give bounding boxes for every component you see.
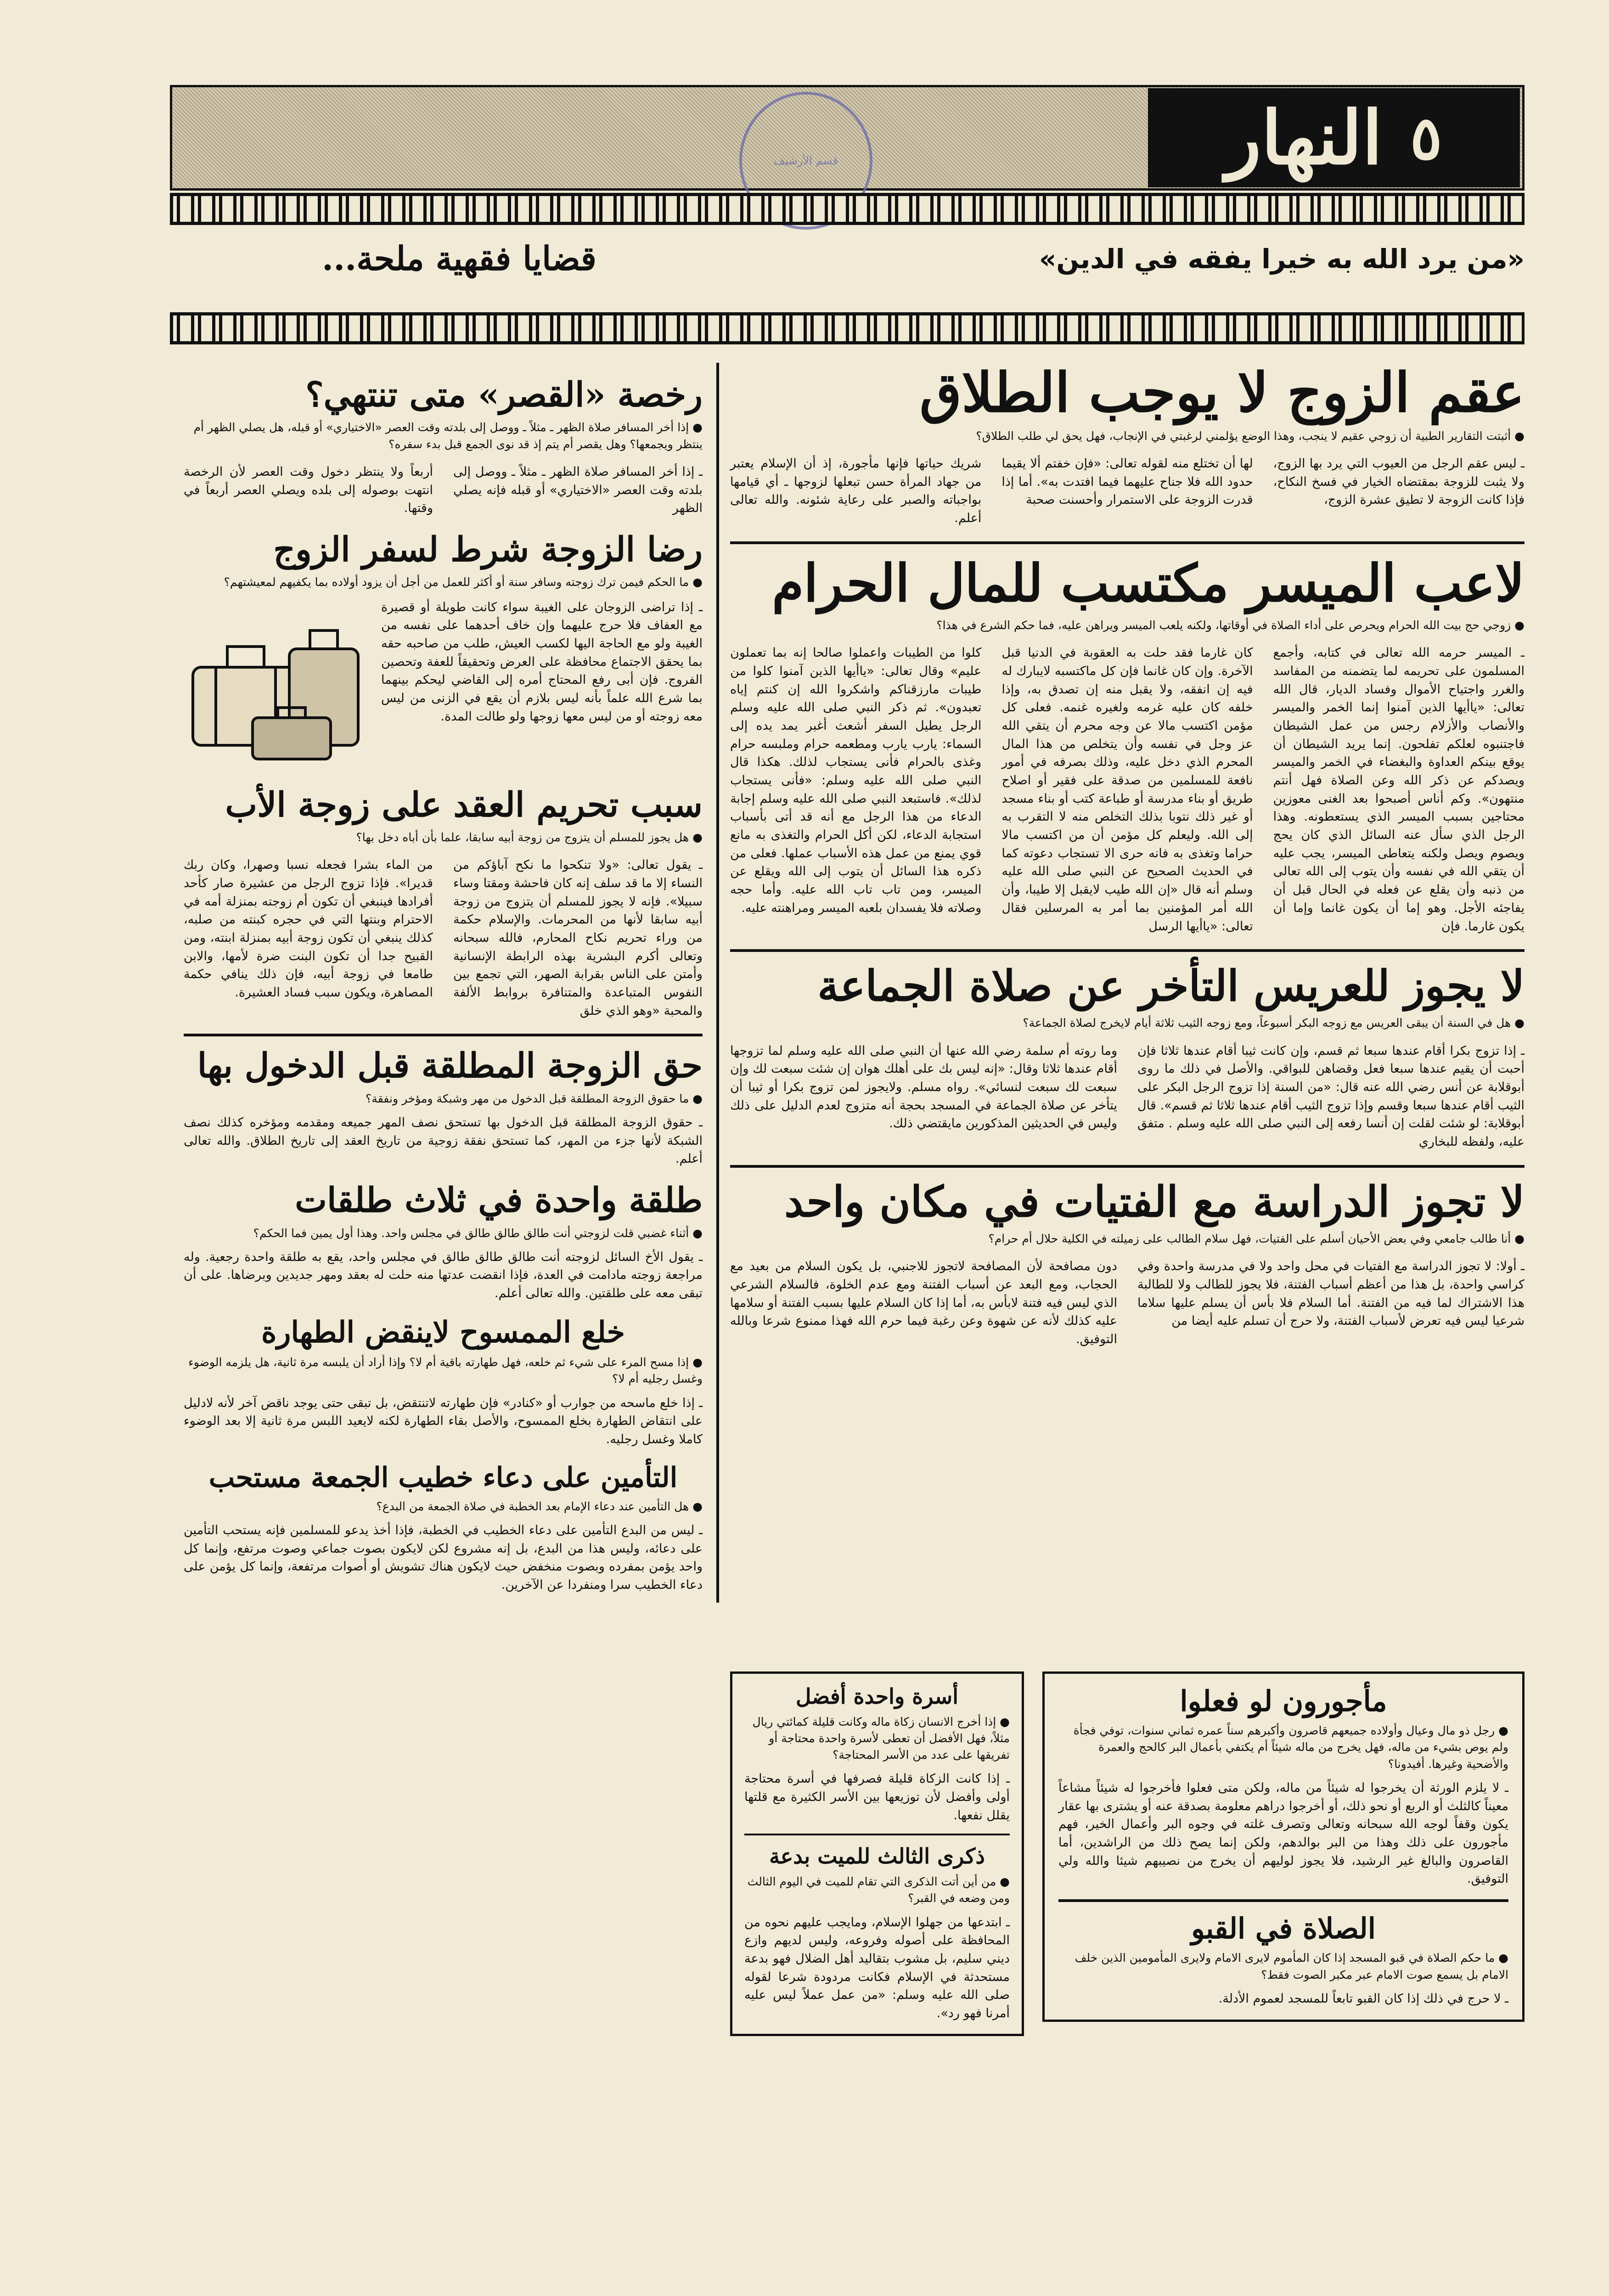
article-khuff — [184, 1317, 703, 1449]
body-column: ـ يقول تعالى: «ولا تنكحوا ما نكح آباؤكم من النساء إلا ما قد سلف إنه كان فاحشة ومقتا وساء سبيلا». فإنه لا يجوز للمسلم أن يتزوج من زوجة أبيه سابقا لأنها من المحرمات. والإسلام حكمة من وراء تحريم نكاح المحارم، فالله سبحانه وتعالى أكرم البشرية بهذه الرابطة الإنسانية وأمتن على الناس بقرابة الصهر، التي تجمع بين النفوس المتباعدة والمتنافرة بروابط الألفة والمحبة «وهو الذي خلق — [453, 858, 703, 1018]
article-body: ـ لا يلزم الورثة أن يخرجوا له شيئاً من ماله، ولكن متى فعلوا فأخرجوا له شيئاً مشاعاً معيناً كالثلث أو الربع أو نحو ذلك، أو أخرجوا دراهم معلومة بصدقة عنه أو يشترى بها عقار يكون وقفاً لوجه الله سبحانه وتعالى وتصرف غلته في وجوه البر وأعمال الخير، فهم مأجورون على ذلك وهذا من البر بوالدهم، ولكن إنما يصح ذلك من الراشدين، أما القاصرون والبالغ غير الرشيد، فلا يجوز لوليهم أن يخرج من نصيبهم شيئا والله ولي التوفيق. — [1058, 1780, 1508, 1886]
section-title: قضايا فقهية ملحة... — [322, 239, 596, 278]
question: ● هل في السنة أن يبقى العريس مع زوجه البكر أسبوعاً، ومع زوجه الثيب ثلاثة أيام لايخرج لصلاة الجماعة؟ — [1023, 1016, 1525, 1030]
masthead-logo — [1148, 88, 1520, 187]
headline: خلع الممسوح لاينقض الطهارة — [261, 1315, 625, 1350]
question: ● إذا أخرج الانسان زكاة ماله وكانت قليلة كمائتي ريال مثلاً، فهل الأفضل أن تعطى لأسرة واحدة محتاجة أو تفريقها على عدد من الأسر المحتاجة؟ — [752, 1715, 1010, 1762]
body-column: من الماء بشرا فجعله نسبا وصهرا، وكان ربك قديرا». فإذا تزوج الرجل من عشيرة صار كأحد أفرادها فينبغي أن تكون أم زوجته بمنزلة أمه في الاحترام وبنتها التي في حجره كبنته من صلبه، كذلك ينبغي أن تكون زوجة أبيه بمنزلة ابنته، ومن القبيح جدا أن تكون البنت ضرة لأمها، والابن طامعا في زوجة أبيه، فإن ذلك ينافي حكمة المصاهرة، ويكون سبب فساد العشيرة. — [184, 858, 433, 1000]
headline: لاعب الميسر مكتسب للمال الحرام — [772, 553, 1525, 613]
body-column: ـ إذا أخر المسافر صلاة الظهر ـ مثلاً ـ ووصل إلى بلدته وقت العصر «الاختياري» أو قبله فإنه يصلي الظهر — [453, 464, 703, 516]
divider — [730, 1165, 1525, 1168]
article-groom — [730, 963, 1525, 1151]
meander-border-top — [170, 193, 1525, 225]
box-small-fatwas — [730, 1671, 1024, 2036]
article-body: ـ حقوق الزوجة المطلقة قبل الدخول بها تستحق نصف المهر جميعه ومقدمه ومؤخره كذلك نصف الشبكة لأنها جزء من المهر، كما تستحق نفقة زوجية من تاريخ العقد إلى تاريخ الطلاق. والله تعالى أعلم. — [184, 1115, 703, 1166]
article-body — [730, 1042, 1525, 1151]
article-body: ـ إذا كانت الزكاة قليلة فصرفها في أسرة محتاجة أولى وأفضل لأن توزيعها بين الأسر الكثيرة مع قلتها يقلل نفعها. — [744, 1772, 1010, 1823]
body-column: شريك حياتها فإنها مأجورة، إذ أن الإسلام يعتبر من جهاد المرأة حسن تبعلها لزوجها ـ أي قيامها بواجباته والصبر على رعاية شئونه. والله تعالى أعلم. — [730, 456, 982, 526]
article-threetalaq — [184, 1182, 703, 1303]
question: ● من أين أتت الذكرى التي تقام للميت في اليوم الثالث ومن وضعه في القبر؟ — [747, 1875, 1010, 1905]
article-divorcee — [184, 1047, 703, 1168]
article-body: ـ إذا تراضى الزوجان على الغيبة سواء كانت طويلة أو قصيرة مع العفاف فلا حرج عليهما وإن خاف أحدهما على نفسه من الغيبة ولو مع الحاجة اليها لكسب العيش، طلب من صاحبه حقه بما يحقق الاجتماع محافظة على العرض وتحقيقاً للعفة وتحصين الفروج. فإن أبى رفع المحتاج أمره إلى القاضي ليحكم بينهما بما شرع الله علماً بأنه ليس بلازم أن يقع في الزنى من ليس معه زوجته أو من ليس معها زوجها ولو طالت المدة. — [381, 600, 703, 724]
headline: التأمين على دعاء خطيب الجمعة مستحب — [208, 1461, 678, 1494]
body-column: ـ أولا: لا تجوز الدراسة مع الفتيات في محل واحد ولا في مدرسة واحدة وفي كراسي واحدة، بل هذا من أعظم أسباب الفتنة، فلا يجوز للطالب ولا للطالبة هذا الاشتراك لما فيه من الفتنة. أما السلام فلا بأس أن يسلم عليها سلاما شرعيا ليس فيه تعرض لأسباب الفتنة، ولا حرج أن تسلم عليه أيضا من — [1137, 1259, 1525, 1328]
body-column: أربعاً ولا ينتظر دخول وقت العصر لأن الرخصة انتهت بوصوله إلى بلده ويصلي العصر أربعاً في وقتها. — [184, 464, 433, 516]
body-column: ـ الميسر حرمه الله تعالى في كتابه، وأجمع المسلمون على تحريمه لما يتضمنه من المفاسد والغرر واجتياح الأموال وفساد الديار، قال الله تعالى: «ياأيها الذين آمنوا إنما الخمر والميسر والأنصاب والأزلام رجس من عمل الشيطان فاجتنبوه لعلكم تفلحون. إنما يريد الشيطان أن يوقع بينكم العداوة والبغضاء في الخمر والميسر ويصدكم عن ذكر الله وعن الصلاة فهل أنتم منتهون». وكم أناس أصبحوا بعد الغنى معوزين محتاجين بسبب الميسر الذي يستعطونه. وهذا الرجل الذي سأل عنه السائل الذي كان يحج ويصوم ويصل ولكنه يتعاطى الميسر، يجب عليه أن يتقي الله في نفسه وأن يتوب إلى الله تعالى من ذنبه وأن يقلع عن فعله في الحال قبل أن يفاجئه الأجل. وهو إما أن يكون غانما وإما أن يكون غارما. فإن — [1273, 646, 1525, 934]
question: ● رجل ذو مال وعيال وأولاده جميعهم قاصرون وأكبرهم سناً عمره ثماني سنوات، توفي فجأة ولم يوص بشيء من ماله، فهل يخرج من ماله شيئاً أم يكتفي بأعمال البر كالحج والعمرة والأضحية وغيرها. أفيدونا؟ — [1073, 1724, 1508, 1771]
question: ● أنا طالب جامعي وفي بعض الأحيان أسلم على الفتيات، فهل سلام الطالب على زميلته في الكلية حلال أم حرام؟ — [988, 1232, 1525, 1245]
headline: الصلاة في القبو — [1191, 1912, 1376, 1946]
paper-name: النهار — [1226, 95, 1383, 181]
question: ● إذا أخر المسافر صلاة الظهر ـ مثلاً ـ ووصل إلى بلدته وقت العصر «الاختياري» أو قبله، هل يصلي الظهر أم ينتظر ويجمعها؟ وهل يقصر أم يتم إذ قد نوى الجمع قبل بدء سفره؟ — [193, 421, 703, 451]
headline: حق الزوجة المطلقة قبل الدخول بها — [197, 1046, 703, 1086]
article-body — [730, 455, 1525, 528]
article-taamin — [184, 1463, 703, 1594]
divider — [744, 1834, 1010, 1835]
article-fatherwife — [184, 787, 703, 1020]
article-travel — [184, 531, 703, 773]
body-column: وما روته أم سلمة رضي الله عنها أن النبي صلى الله عليه وسلم لما تزوجها أقام عندها ثلاثا وقال: «إنه ليس بك على أهلك هوان إن شئت سبعت لك وإن سبعت لك سبعت لنسائي». رواه مسلم. ولايجوز لمن تزوج بكرا أو ثيبا أن يتأخر عن صلاة الجماعة في المسجد بحجة أنه متزوج لعدم الدليل على ذلك وليس في الحديثين المذكورين مايقتضي ذلك. — [730, 1043, 1117, 1131]
box-neighbors — [1042, 1671, 1525, 2022]
article-body: ـ يقول الأخ السائل لزوجته أنت طالق طالق طالق في مجلس واحد، يقع به طلقة واحدة رجعية. وله مراجعة زوجته مادامت في العدة، فإذا انقضت عدتها منه حلت له بعقد ومهر جديدين وبرضاها. على أن تبقى معه على طلقتين. والله تعالى أعلم. — [184, 1249, 703, 1301]
divider — [1058, 1899, 1508, 1902]
article-gambler — [730, 555, 1525, 935]
divider — [730, 949, 1525, 952]
divider — [184, 1034, 703, 1036]
hadith-line: «من يرد الله به خيرا يفقه في الدين» — [1039, 243, 1525, 275]
headline: طلقة واحدة في ثلاث طلقات — [295, 1181, 703, 1221]
headline: عقم الزوج لا يوجب الطلاق — [919, 360, 1525, 424]
headline: لا تجوز الدراسة مع الفتيات في مكان واحد — [784, 1176, 1525, 1227]
article-body: ـ ابتدعها من جهلوا الإسلام، ومايجب عليهم نحوه من المحافظة على أصوله وفروعه، وليس لديهم وازع ديني سليم، بل مشوب بتقاليد أهل الضلال فهو بدعة مستحدثة في الإسلام فكانت مردودة شرعا لقوله صلى الله عليه وسلم: «من عمل عملاً ليس عليه أمرنا فهو رد». — [744, 1915, 1010, 2020]
question: ● أثبتت التقارير الطبية أن زوجي عقيم لا ينجب، وهذا الوضع يؤلمني لرغبتي في الإنجاب، فهل يحق لي طلب الطلاق؟ — [976, 429, 1525, 443]
question: ● أثناء غضبي قلت لزوجتي أنت طالق طالق طالق في مجلس واحد. وهذا أول يمين فما الحكم؟ — [253, 1226, 703, 1240]
headline: ذكرى الثالث للميت بدعة — [769, 1844, 985, 1869]
question: ● إذا مسح المرء على شيء ثم خلعه، فهل طهارته باقية أم لا؟ وإذا أراد أن يلبسه مرة ثانية، هل يلزمه الوضوء وغسل رجليه أم لا؟ — [188, 1356, 703, 1386]
body-column: لها أن تختلع منه لقوله تعالى: «فإن خفتم ألا يقيما حدود الله فلا جناح عليهما فيما افتدت به». أما إذا قدرت الزوجة على الاستمرار وأحسنت صحبة — [1001, 456, 1253, 507]
body-column: ـ إذا تزوج بكرا أقام عندها سبعا ثم قسم، وإن كانت ثيبا أقام عندها ثلاثا فإن أحبت أن يقيم عندها سبعا فعل وقضاهن للبواقي. والأصل في ذلك ما روى أبوقلابة عن أنس رضي الله عنه قال: «من السنة إذا تزوج الرجل البكر على الثيب أقام عندها سبعا وقسم وإذا تزوج الثيب أقام عندها ثلاثا ثم قسم». قال أبوقلابة: لو شئت لقلت إن أنسا رفعه إلى النبي صلى الله عليه وسلم . متفق عليه، ولفظه للبخاري — [1137, 1043, 1525, 1149]
question: ● ما حقوق الزوجة المطلقة قبل الدخول من مهر وشبكة ومؤخر ونفقة؟ — [366, 1092, 703, 1105]
question: ● ما الحكم فيمن ترك زوجته وسافر سنة أو أكثر للعمل من أجل أن يزود أولاده بما يكفيهم لمعيشتهم؟ — [224, 575, 703, 589]
column-rule — [716, 363, 719, 1603]
side-column-left — [184, 377, 703, 1608]
headline: رخصة «القصر» متى تنتهي؟ — [305, 375, 703, 415]
question: ● ما حكم الصلاة في قبو المسجد إذا كان المأموم لايرى الامام ولايرى المأمومين الذين خلف الامام بل يسمع صوت الامام عبر مكبر الصوت فقط؟ — [1075, 1951, 1508, 1981]
luggage-illustration — [184, 598, 367, 773]
meander-border-bottom — [170, 312, 1525, 344]
headline: سبب تحريم العقد على زوجة الأب — [225, 785, 703, 825]
article-infertility — [730, 360, 1525, 528]
article-body — [730, 644, 1525, 935]
main-column-right — [730, 360, 1525, 1362]
article-body — [730, 1257, 1525, 1348]
question: ● هل التأمين عند دعاء الإمام بعد الخطبة في صلاة الجمعة من البدع؟ — [376, 1499, 703, 1513]
body-column: ـ ليس عقم الرجل من العيوب التي يرد بها الزوج، ولا يثبت للزوجة بمقتضاه الخيار في فسخ النكاح، فإذا كانت الزوجة لا تطيق عشرة الزوج، — [1273, 456, 1525, 507]
stamp-text: قسم الأرشيف — [773, 154, 838, 167]
headline: أسرة واحدة أفضل — [795, 1684, 958, 1709]
body-column: دون مصافحة لأن المصافحة لاتجوز للاجنبي، بل يكون السلام من بعيد مع الحجاب، ومع البعد عن أسباب الفتنة ومع عدم الخلوة، فالسلام الشرعي الذي ليس فيه فتنة لابأس به، أما إذا كان السلام عليها بسبب الفتنة أو سلامها عليه كذلك لأنه عن شهوة وعن رغبة فيما حرم الله فهذا ممنوع شرعا وبالله التوفيق. — [730, 1259, 1117, 1346]
article-body — [184, 463, 703, 518]
body-column: كان غارما فقد حلت به العقوبة في الدنيا قبل الآخرة. وإن كان غانما فإن كل ماكتسبه لايبارك له فيه إن انفقه، ولا يقبل منه إن تصدق به، وإذا خلفه كان عليه غرمه ولغيره غنمه. فعلى كل مؤمن اكتسب مالا عن وجه محرم أن يتقي الله عز وجل في نفسه وأن يتخلص من هذا المال المحرم الذي دخل عليه، وذلك بصرفه في أمور نافعة للمسلمين من صدقة على فقير أو اصلاح طريق أو بناء مدرسة أو طباعة كتب أو بناء مسجد أو غير ذلك نتوبا بذلك التخلص منه لا التقرب به إلى الله. وليعلم كل مؤمن أن من اكتسب مالا حراما وتغذى به فانه حرى الا تستجاب دعوته كما في الحديث الصحيح عن النبي صلى الله عليه وسلم أنه قال «إن الله طيب لايقبل إلا طيبا، وأن الله أمر المؤمنين بما أمر به المرسلين فقال تعالى: «ياأيها الرسل — [1001, 646, 1253, 934]
article-study — [730, 1176, 1525, 1349]
article-body — [184, 856, 703, 1020]
divider — [730, 541, 1525, 544]
article-body: ـ ليس من البدع التأمين على دعاء الخطيب في الخطبة، فإذا أخذ يدعو للمسلمين فإنه يستحب التأمين على دعائه، وليس هذا من البدع، بل إنه مشروع لكن لايكون بصوت جماعي وصوت مرتفع، وإنما كل واحد يؤمن بمفرده وبصوت منخفض حيث لايكون هناك تشويش أو أصوات مرتفعة، وإنما كل يؤمن على دعاء الخطيب سرا ومنفردا عن الآخرين. — [184, 1523, 703, 1593]
headline: مأجورون لو فعلوا — [1180, 1684, 1387, 1718]
article-qasr — [184, 377, 703, 518]
question: ● زوجي حج بيت الله الحرام ويحرص على أداء الصلاة في أوقاتها، ولكنه يلعب الميسر ويراهن عليه، فما حكم الشرع في هذا؟ — [936, 618, 1525, 632]
bottom-right-block — [730, 1671, 1525, 2241]
question: ● هل يجوز للمسلم أن يتزوج من زوجة أبيه سابقا، علما بأن أباه دخل بها؟ — [356, 830, 703, 844]
article-body: ـ إذا خلع ماسحه من جوارب أو «كنادر» فإن طهارته لاتنتقض، بل تبقى حتى يوجد ناقض آخر لأنه لادليل على انتقاض الطهارة بخلع الممسوح، والأصل بقاء الطهارة لكنه لايعيد اللبس مرة ثانية إلا بعد الوضوء كاملا وغسل رجليه. — [184, 1396, 703, 1447]
headline: رضا الزوجة شرط لسفر الزوج — [273, 529, 703, 569]
article-body: ـ لا حرج في ذلك إذا كان القبو تابعاً للمسجد لعموم الأدلة. — [1218, 1991, 1508, 2006]
body-column: كلوا من الطيبات واعملوا صالحا إنه بما تعملون عليم» وقال تعالى: «ياأيها الذين آمنوا كلوا من طيبات مارزقناكم واشكروا الله إن كنتم إياه تعبدون». ثم ذكر النبي صلى الله عليه وسلم الرجل يطيل السفر أشعث أغبر يمد يده إلى السماء: يارب يارب ومطعمه حرام وملبسه حرام وغذى بالحرام فأنى يستجاب لذلك. هكذا قال النبي صلى الله عليه وسلم: «فأنى يستجاب لذلك». فاستبعد النبي صلى الله عليه وسلم إجابة الدعاء من هذا الرجل مع أنه قد أتى بأسباب استجابة الدعاء، لكن أكل الحرام والتغذى به مانع قوي يمنع من عمل هذه الأسباب عملها. فعلى من ذكره هذا السائل أن يتوب إلى الله ويقلع عن الميسر، ومن تاب تاب الله عليه. وأما حجه وصلاته فلا يفسدان بلعبه الميسر ومراهنته عليه. — [730, 646, 982, 915]
page-number: ٥ — [1410, 102, 1442, 173]
headline: لا يجوز للعريس التأخر عن صلاة الجماعة — [817, 961, 1525, 1011]
